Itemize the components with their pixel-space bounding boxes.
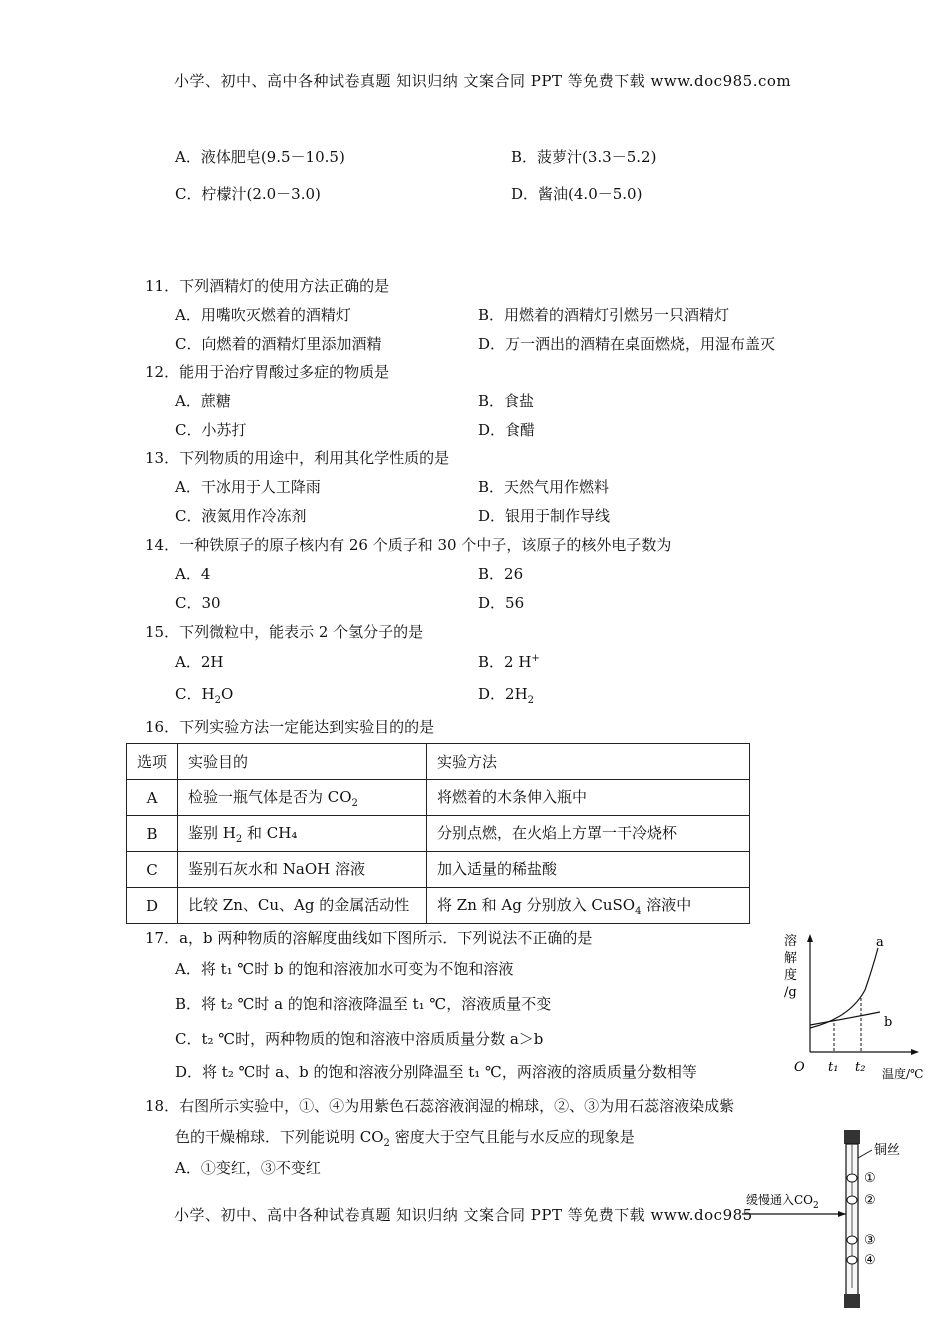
graph-x-arrow — [911, 1049, 919, 1055]
q14-option-a: A．4 — [175, 565, 211, 583]
q11-option-c: C．向燃着的酒精灯里添加酒精 — [175, 335, 382, 353]
graph-ylabel-3: 度 — [784, 968, 798, 983]
q10-option-b: B．菠萝汁(3.3－5.2) — [511, 148, 657, 166]
curve-b-label: b — [884, 1015, 893, 1030]
q11-option-b: B．用燃着的酒精灯引燃另一只酒精灯 — [478, 306, 730, 324]
page-header: 小学、初中、高中各种试卷真题 知识归纳 文案合同 PPT 等免费下载 www.doc985.com — [174, 72, 792, 90]
table-cell-goal: 检验一瓶气体是否为 $CO_2$ — [178, 780, 427, 816]
q15-option-a: A．2H — [175, 653, 224, 671]
q12-option-b: B．食盐 — [478, 392, 535, 410]
q13-option-c: C．液氮用作冷冻剂 — [175, 507, 307, 525]
q18-option-a: A．①变红，③不变红 — [175, 1159, 321, 1177]
ball-label-1: ① — [864, 1171, 876, 1186]
table-row — [127, 852, 750, 888]
q12-stem: 12．能用于治疗胃酸过多症的物质是 — [145, 363, 390, 381]
table-row — [127, 780, 750, 816]
table-cell-option: C — [127, 852, 178, 888]
q10-option-a: A．液体肥皂(9.5－10.5) — [175, 148, 345, 166]
table-cell-option: D — [127, 888, 178, 924]
q13-option-a: A．干冰用于人工降雨 — [175, 478, 321, 496]
table-cell-method: 加入适量的稀盐酸 — [427, 852, 750, 888]
co2-apparatus — [740, 1128, 920, 1313]
inlet-label: 缓慢通入$CO_2$ — [746, 1193, 819, 1211]
q10-option-c: C．柠檬汁(2.0－3.0) — [175, 185, 321, 203]
ball-label-3: ③ — [864, 1233, 876, 1248]
q13-option-d: D．银用于制作导线 — [478, 507, 611, 525]
curve-a — [810, 948, 878, 1028]
bottom-stopper — [844, 1294, 860, 1308]
q11-option-d: D．万一洒出的酒精在桌面燃烧，用湿布盖灭 — [478, 335, 776, 353]
q12-option-c: C．小苏打 — [175, 421, 247, 439]
curve-b — [810, 1012, 880, 1025]
table-header-row — [127, 744, 750, 780]
table-row — [127, 888, 750, 924]
q15-option-b: B．2 H+ — [478, 653, 540, 671]
q14-option-b: B．26 — [478, 565, 524, 583]
table-header-cell: 实验方法 — [427, 744, 750, 780]
table-cell-option: A — [127, 780, 178, 816]
table-header-cell: 实验目的 — [178, 744, 427, 780]
q12-option-d: D．食醋 — [478, 421, 536, 439]
graph-ylabel-4: /g — [784, 985, 797, 1000]
solubility-graph — [780, 930, 940, 1085]
table-cell-method: 将 Zn 和 Ag 分别放入 CuSO$_4$ 溶液中 — [427, 888, 750, 924]
q15-option-d: D．$2H_2$ — [478, 685, 535, 706]
table-cell-goal: 比较 Zn、Cu、Ag 的金属活动性 — [178, 888, 427, 924]
wire-label: 铜丝 — [874, 1143, 901, 1158]
q17-option-b: B．将 t₂ ℃时 a 的饱和溶液降温至 t₁ ℃，溶液质量不变 — [175, 995, 552, 1013]
q15-option-c: C．$H_2O$ — [175, 685, 234, 706]
table-cell-method: 分别点燃，在火焰上方罩一干冷烧杯 — [427, 816, 750, 852]
graph-ylabel-1: 溶 — [784, 934, 798, 949]
q11-stem: 11．下列酒精灯的使用方法正确的是 — [145, 277, 390, 295]
q13-stem: 13．下列物质的用途中，利用其化学性质的是 — [145, 449, 450, 467]
cotton-ball-4 — [847, 1256, 857, 1264]
q10-option-d: D．酱油(4.0－5.0) — [511, 185, 643, 203]
table-cell-goal: 鉴别 $H_2$ 和 CH₄ — [178, 816, 427, 852]
table-cell-goal: 鉴别石灰水和 NaOH 溶液 — [178, 852, 427, 888]
q17-option-a: A．将 t₁ ℃时 b 的饱和溶液加水可变为不饱和溶液 — [175, 960, 514, 978]
graph-t2: t₂ — [855, 1060, 866, 1075]
wire-pointer — [858, 1150, 872, 1158]
q17-option-d: D．将 t₂ ℃时 a、b 的饱和溶液分别降温至 t₁ ℃，两溶液的溶质质量分数相等 — [175, 1063, 697, 1081]
graph-t1: t₁ — [828, 1060, 839, 1075]
page-footer: 小学、初中、高中各种试卷真题 知识归纳 文案合同 PPT 等免费下载 www.doc985 — [174, 1206, 753, 1224]
table-cell-option: B — [127, 816, 178, 852]
q18-stem: 18．右图所示实验中，①、④为用紫色石蕊溶液润湿的棉球，②、③为用石蕊溶液染成紫 — [145, 1097, 735, 1115]
cotton-ball-2 — [847, 1196, 857, 1204]
q14-option-c: C．30 — [175, 594, 221, 612]
table-header-cell: 选项 — [127, 744, 178, 780]
top-stopper — [844, 1130, 860, 1144]
q18-stem-continued: 色的干燥棉球．下列能说明 $CO_2$ 密度大于空气且能与水反应的现象是 — [175, 1128, 635, 1149]
q17-option-c: C．t₂ ℃时，两种物质的饱和溶液中溶质质量分数 a＞b — [175, 1030, 544, 1048]
inlet-arrow — [838, 1211, 846, 1217]
q11-option-a: A．用嘴吹灭燃着的酒精灯 — [175, 306, 351, 324]
table-row — [127, 816, 750, 852]
table-cell-method: 将燃着的木条伸入瓶中 — [427, 780, 750, 816]
ball-label-2: ② — [864, 1193, 876, 1208]
ball-label-4: ④ — [864, 1253, 876, 1268]
graph-origin: O — [794, 1060, 805, 1075]
cotton-ball-3 — [847, 1236, 857, 1244]
q14-option-d: D．56 — [478, 594, 525, 612]
q12-option-a: A．蔗糖 — [175, 392, 231, 410]
q17-stem: 17．a，b 两种物质的溶解度曲线如下图所示．下列说法不正确的是 — [145, 929, 593, 947]
q15-stem: 15．下列微粒中，能表示 2 个氢分子的是 — [145, 623, 424, 641]
q14-stem: 14．一种铁原子的原子核内有 26 个质子和 30 个中子，该原子的核外电子数为 — [145, 536, 672, 554]
graph-xlabel: 温度/℃ — [882, 1067, 924, 1081]
cotton-ball-1 — [847, 1174, 857, 1182]
graph-ylabel-2: 解 — [784, 951, 798, 966]
q16-stem: 16．下列实验方法一定能达到实验目的的是 — [145, 718, 435, 736]
q13-option-b: B．天然气用作燃料 — [478, 478, 610, 496]
curve-a-label: a — [876, 935, 884, 950]
q16-table — [126, 743, 750, 924]
graph-y-arrow — [807, 934, 813, 942]
